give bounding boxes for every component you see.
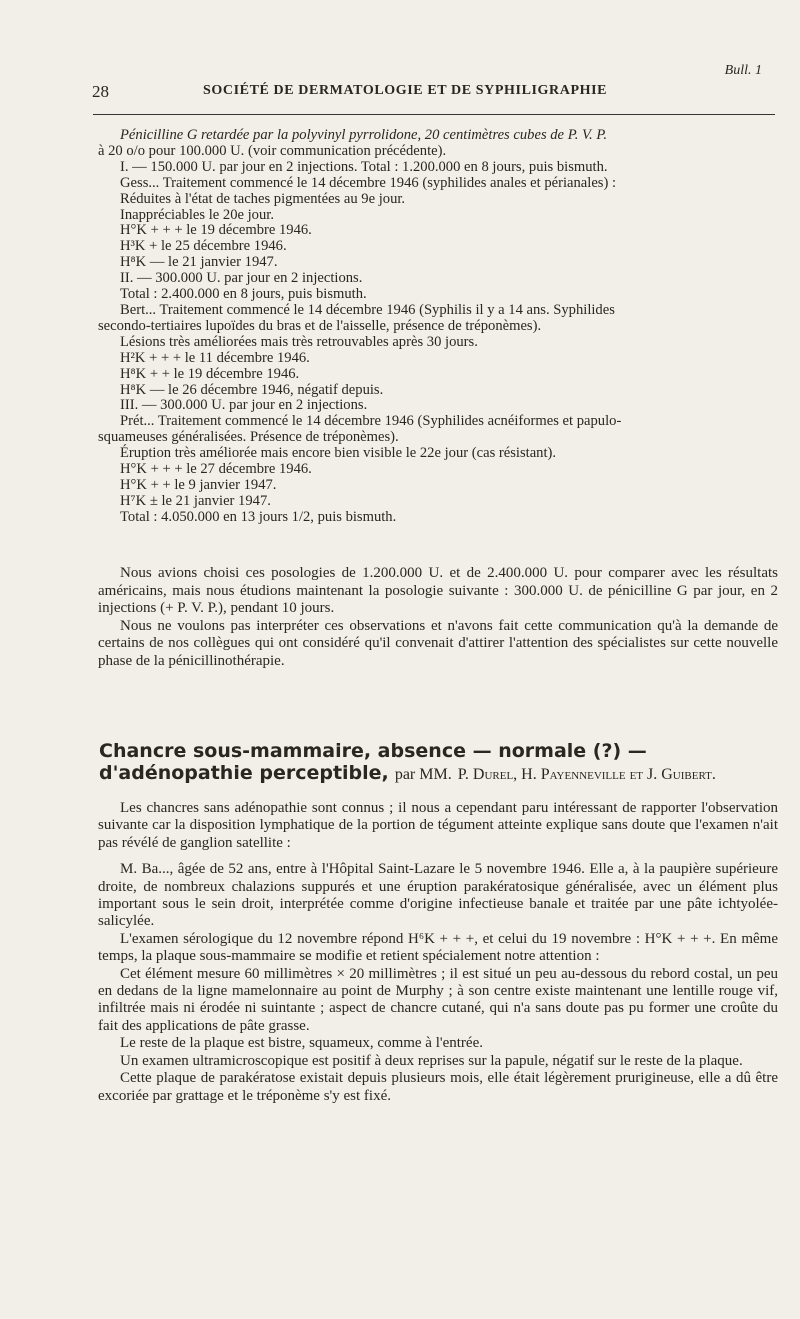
- case-line: Total : 4.050.000 en 13 jours 1/2, puis bismuth.: [120, 508, 397, 525]
- case-line: H³K + le 25 décembre 1946.: [120, 238, 287, 255]
- case-line: Inappréciables le 20e jour.: [120, 206, 274, 223]
- case-line: H°K + + + le 27 décembre 1946.: [120, 461, 312, 478]
- paragraph: Le reste de la plaque est bistre, squameux, comme à l'entrée.: [120, 1035, 483, 1052]
- case-line: Gess... Traitement commencé le 14 décembre 1946 (syphilides anales et périanales) :: [120, 174, 617, 191]
- article-authors: P. Durel, H. Payenneville et J. Guibert.: [457, 766, 716, 783]
- case-line: à 20 o/o pour 100.000 U. (voir communication précédente).: [98, 142, 447, 159]
- case-line: squameuses généralisées. Présence de tréponèmes).: [98, 429, 399, 446]
- case-line: H⁸K + + le 19 décembre 1946.: [120, 365, 300, 382]
- paragraph: Cette plaque de parakératose existait depuis plusieurs mois, elle était légèrement prurigineuse, elle a dû être excoriée par grattage et le tréponème s'y est fixé.: [98, 1070, 778, 1104]
- bulletin-mark: Bull. 1: [724, 63, 762, 78]
- case-line: H⁸K — le 21 janvier 1947.: [120, 254, 278, 271]
- article-body: [98, 800, 778, 1105]
- case-line: Pénicilline G retardée par la polyvinyl pyrrolidone, 20 centimètres cubes de P. V. P.: [120, 127, 608, 143]
- paragraph: L'examen sérologique du 12 novembre répond H⁶K + + +, et celui du 19 novembre : H°K + + +. En même temps, la plaque sous-mammaire se modifie et retient spécialement notre attention :: [98, 930, 778, 965]
- case-line: III. — 300.000 U. par jour en 2 injections.: [120, 397, 368, 414]
- case-line: I. — 150.000 U. par jour en 2 injections. Total : 1.200.000 en 8 jours, puis bismuth.: [120, 158, 608, 175]
- page-number: 28: [92, 82, 109, 101]
- discussion: [98, 565, 778, 671]
- case-line: Bert... Traitement commencé le 14 décembre 1946 (Syphilis il y a 14 ans. Syphilides: [120, 301, 615, 318]
- paragraph: Un examen ultramicroscopique est positif à deux reprises sur la papule, négatif sur le reste de la plaque.: [120, 1052, 743, 1069]
- case-line: H²K + + + le 11 décembre 1946.: [120, 349, 310, 366]
- case-line: Réduites à l'état de taches pigmentées au 9e jour.: [120, 190, 406, 207]
- case-line: Prét... Traitement commencé le 14 décembre 1946 (Syphilides acnéiformes et papulo-: [120, 413, 622, 430]
- case-line: Total : 2.400.000 en 8 jours, puis bismuth.: [120, 286, 367, 303]
- authors-prefix: par MM.: [394, 766, 452, 783]
- running-title: SOCIÉTÉ DE DERMATOLOGIE ET DE SYPHILIGRAPHIE: [203, 83, 608, 98]
- case-line: secondo-tertiaires lupoïdes du bras et de l'aisselle, présence de tréponèmes).: [98, 317, 542, 334]
- case-line: H°K + + + le 19 décembre 1946.: [120, 222, 312, 239]
- case-line: II. — 300.000 U. par jour en 2 injections.: [120, 270, 363, 287]
- case-reports: [98, 128, 778, 526]
- article-heading: [99, 740, 778, 786]
- paragraph: Nous avions choisi ces posologies de 1.200.000 U. et de 2.400.000 U. pour comparer avec les résultats américains, mais nous étudions maintenant la posologie suivante : 300.000 U. de pénicilline G par jour, en 2 injections (+ P. V. P.), pendant 10 jours.: [98, 565, 778, 617]
- article-title: Chancre sous-mammaire, absence — normale (?) — d'adénopathie perceptible,: [99, 740, 647, 784]
- paragraph: Les chancres sans adénopathie sont connus ; il nous a cependant paru intéressant de rapporter l'observation suivante car la disposition lymphatique de la portion de tégument atteinte explique sans doute que l'examen n'ait pas révélé de ganglion satellite :: [98, 800, 778, 851]
- case-line: Éruption très améliorée mais encore bien visible le 22e jour (cas résistant).: [120, 445, 557, 462]
- case-line: H⁷K ± le 21 janvier 1947.: [120, 492, 271, 509]
- case-line: H°K + + le 9 janvier 1947.: [120, 476, 277, 493]
- header-rule: [93, 114, 775, 115]
- case-line: Lésions très améliorées mais très retrouvables après 30 jours.: [120, 333, 478, 350]
- paragraph: Cet élément mesure 60 millimètres × 20 millimètres ; il est situé un peu au-dessous du rebord costal, un peu en dedans de la ligne mamelonnaire au point de Murphy ; à son centre existe maintenant une lentille rouge vif, infiltrée mais ni érodée ni suintante ; aspect de chancre cutané, qui n'a sans doute pas pu former une croûte du fait des applications de pâte grasse.: [98, 965, 778, 1034]
- paragraph: Nous ne voulons pas interpréter ces observations et n'avons fait cette communication qu'à la demande de certains de nos collègues qui ont considéré qu'il convenait d'attirer l'attention des spécialistes sur cette nouvelle phase de la pénicillinothérapie.: [98, 617, 778, 669]
- case-line: H⁸K — le 26 décembre 1946, négatif depuis.: [120, 381, 384, 398]
- paragraph: M. Ba..., âgée de 52 ans, entre à l'Hôpital Saint-Lazare le 5 novembre 1946. Elle a, à la paupière supérieure droite, de nombreux chalazions suppurés et une éruption parakératosique généralisée, avec un élément plus important sous le sein droit, interprétée comme d'origine infectieuse banale et traitée par une pâte ichtyolée-salicylée.: [98, 861, 778, 930]
